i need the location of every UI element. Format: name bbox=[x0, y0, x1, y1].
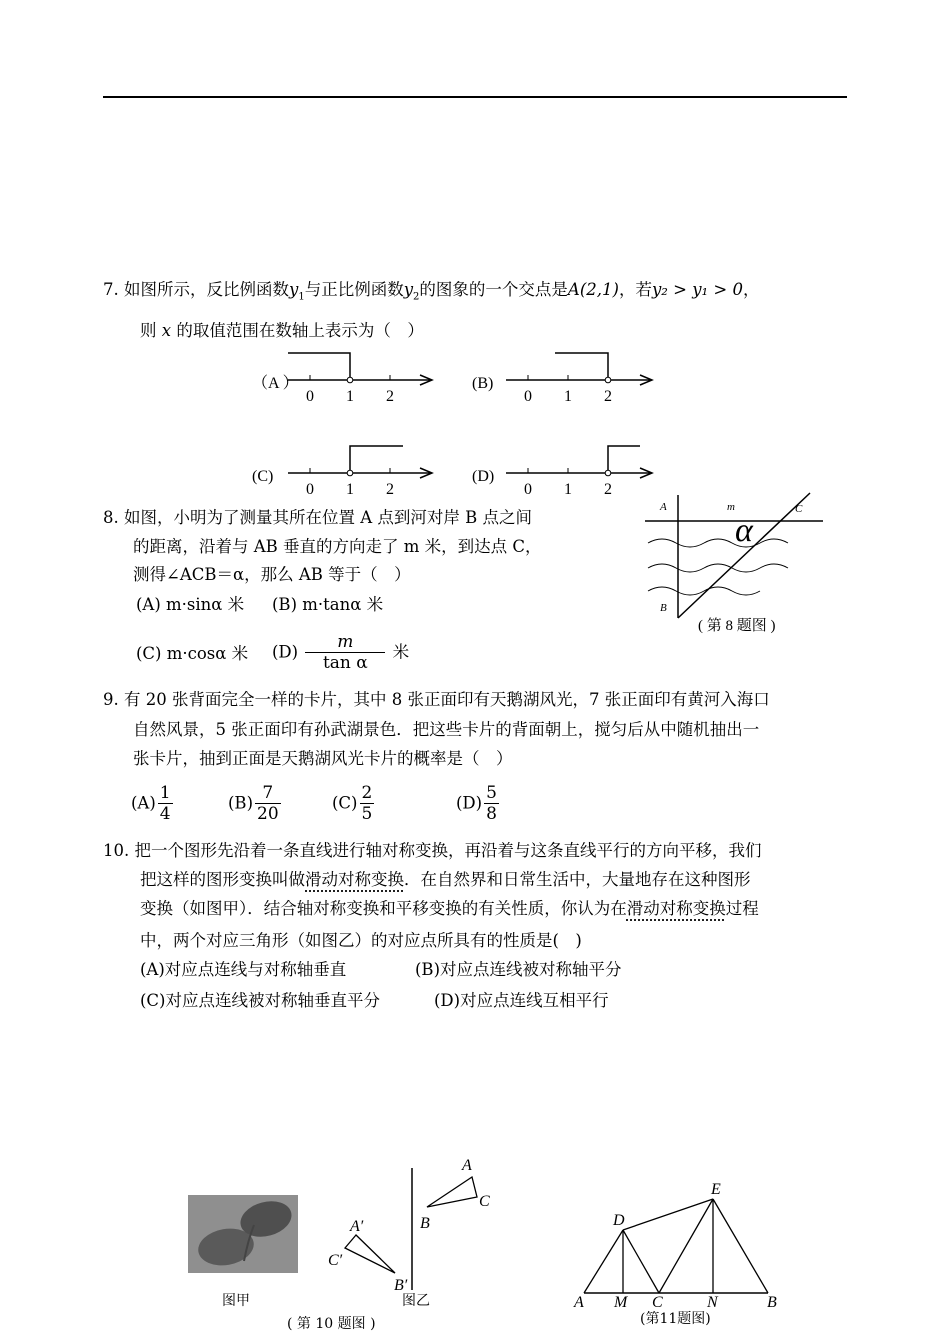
q9-option-c: (C) $\frac{2}{5}$ bbox=[332, 783, 373, 824]
label-a: A bbox=[462, 1157, 472, 1174]
q10-line4: 中，两个对应三角形（如图乙）的对应点所具有的性质是( ) bbox=[140, 931, 582, 950]
figure-yi bbox=[320, 1150, 510, 1300]
q8-label-a: A bbox=[660, 501, 667, 513]
q7-c-open-dot bbox=[347, 470, 353, 476]
q7-c-tick-1: 1 bbox=[346, 481, 354, 498]
header-rule bbox=[103, 96, 847, 98]
q7-b-tick-0: 0 bbox=[524, 388, 532, 405]
q7-a-tick-0: 0 bbox=[306, 388, 314, 405]
triangle-abc bbox=[427, 1177, 477, 1207]
q9-option-a: (A) $\frac{1}{4}$ bbox=[131, 783, 171, 824]
q7-d-range bbox=[608, 446, 640, 470]
q8-line2: 的距离，沿着与 AB 垂直的方向走了 m 米，到达点 C， bbox=[133, 537, 542, 556]
triangle-a2b2c2 bbox=[345, 1235, 395, 1273]
q7-c-tick-0: 0 bbox=[306, 481, 314, 498]
label-c: C bbox=[479, 1193, 490, 1210]
q8-option-a: (A) m·sinα 米 bbox=[136, 595, 245, 614]
q7-option-d-label: (D) bbox=[472, 468, 495, 485]
q8-option-b: (B) m·tanα 米 bbox=[272, 595, 384, 614]
fig11-ce bbox=[659, 1199, 713, 1293]
q10-caption: ( 第 10 题图 ) bbox=[287, 1316, 376, 1332]
q8-label-m: m bbox=[727, 501, 735, 513]
leaf-image bbox=[188, 1195, 298, 1273]
q8-option-c: (C) m·cosα 米 bbox=[136, 644, 249, 663]
fig11-label-a: A bbox=[574, 1294, 584, 1311]
fig11-label-d: D bbox=[613, 1212, 625, 1229]
q7-b-range bbox=[555, 353, 608, 377]
q10-line2: 把这样的图形变换叫做滑动对称变换．在自然界和日常生活中，大量地存在这种图形 bbox=[140, 870, 751, 889]
q7-b-tick-1: 1 bbox=[564, 388, 572, 405]
q7-option-c-label: (C) bbox=[252, 468, 274, 485]
fig11-label-c: C bbox=[652, 1294, 663, 1311]
q7-line2: 则 x 的取值范围在数轴上表示为（ ） bbox=[140, 321, 424, 340]
label-b-prime: B′ bbox=[394, 1277, 408, 1294]
q10-line3: 变换（如图甲）．结合轴对称变换和平移变换的有关性质，你认为在滑动对称变换过程 bbox=[140, 899, 759, 918]
q7-a-tick-1: 1 bbox=[346, 388, 354, 405]
q8-label-b: B bbox=[660, 602, 667, 614]
q9-line2: 自然风景，5 张正面印有孙武湖景色．把这些卡片的背面朝上，搅匀后从中随机抽出一 bbox=[133, 720, 760, 739]
q10-option-b: (B)对应点连线被对称轴平分 bbox=[415, 960, 622, 979]
q7-b-open-dot bbox=[605, 377, 611, 383]
q9-line1: 9. 有 20 张背面完全一样的卡片，其中 8 张正面印有天鹅湖风光，7 张正面印有黄河入海口 bbox=[103, 690, 770, 709]
q8-water-2 bbox=[648, 564, 788, 572]
q7-option-b-label: (B) bbox=[472, 375, 494, 392]
figure-jia-label: 图甲 bbox=[222, 1293, 250, 1309]
q7-line1: 7. 如图所示，反比例函数$y_1$与正比例函数$y_2$的图象的一个交点是A(2,1)，若y₂ > y₁ > 0， bbox=[103, 280, 760, 303]
figure-jia-photo bbox=[188, 1195, 298, 1273]
q7-a-tick-2: 2 bbox=[386, 388, 394, 405]
q7-d-tick-0: 0 bbox=[524, 481, 532, 498]
figure-yi-label: 图乙 bbox=[402, 1293, 430, 1309]
fig11-label-m: M bbox=[614, 1294, 628, 1311]
q8-figure bbox=[640, 488, 840, 638]
q8-option-d: (D) $\frac{m}{\text{tan α}}$ 米 bbox=[272, 632, 410, 673]
q7-d-open-dot bbox=[605, 470, 611, 476]
q7-c-range bbox=[350, 446, 403, 470]
fig11-dc bbox=[623, 1230, 659, 1293]
q9-option-d: (D) $\frac{5}{8}$ bbox=[456, 783, 497, 824]
q7-a-range bbox=[288, 353, 350, 377]
fig11-label-b: B bbox=[767, 1294, 777, 1311]
fig11-label-n: N bbox=[707, 1294, 718, 1311]
q8-line3: 测得∠ACB＝α，那么 AB 等于（ ） bbox=[133, 565, 411, 584]
label-a-prime: A′ bbox=[350, 1218, 364, 1235]
q7-option-a-label: （A ） bbox=[252, 375, 299, 392]
q8-line1: 8. 如图，小明为了测量其所在位置 A 点到河对岸 B 点之间 bbox=[103, 508, 533, 527]
q8-label-c: C bbox=[795, 503, 803, 515]
q10-option-d: (D)对应点连线互相平行 bbox=[434, 991, 609, 1010]
q11-caption: (第11题图) bbox=[640, 1311, 711, 1327]
q10-option-a: (A)对应点连线与对称轴垂直 bbox=[140, 960, 347, 979]
fig11-ad bbox=[584, 1230, 623, 1293]
fig11-de bbox=[623, 1199, 713, 1230]
q8-caption: ( 第 8 题图 ) bbox=[698, 618, 776, 634]
q9-line3: 张卡片，抽到正面是天鹅湖风光卡片的概率是（ ） bbox=[133, 749, 513, 768]
q7-d-tick-2: 2 bbox=[604, 481, 612, 498]
fig11-label-e: E bbox=[711, 1181, 721, 1198]
q10-line1: 10. 把一个图形先沿着一条直线进行轴对称变换，再沿着与这条直线平行的方向平移，我们 bbox=[103, 841, 762, 860]
fig11-eb bbox=[713, 1199, 768, 1293]
label-c-prime: C′ bbox=[328, 1252, 343, 1269]
q10-option-c: (C)对应点连线被对称轴垂直平分 bbox=[140, 991, 380, 1010]
q8-water-1 bbox=[648, 539, 788, 547]
q7-c-tick-2: 2 bbox=[386, 481, 394, 498]
q8-label-alpha: α bbox=[735, 512, 753, 549]
q7-b-tick-2: 2 bbox=[604, 388, 612, 405]
q7-a-open-dot bbox=[347, 377, 353, 383]
q9-option-b: (B) $\frac{7}{20}$ bbox=[228, 783, 279, 824]
q7-number-lines bbox=[240, 345, 680, 505]
q7-d-tick-1: 1 bbox=[564, 481, 572, 498]
label-b: B bbox=[420, 1215, 430, 1232]
